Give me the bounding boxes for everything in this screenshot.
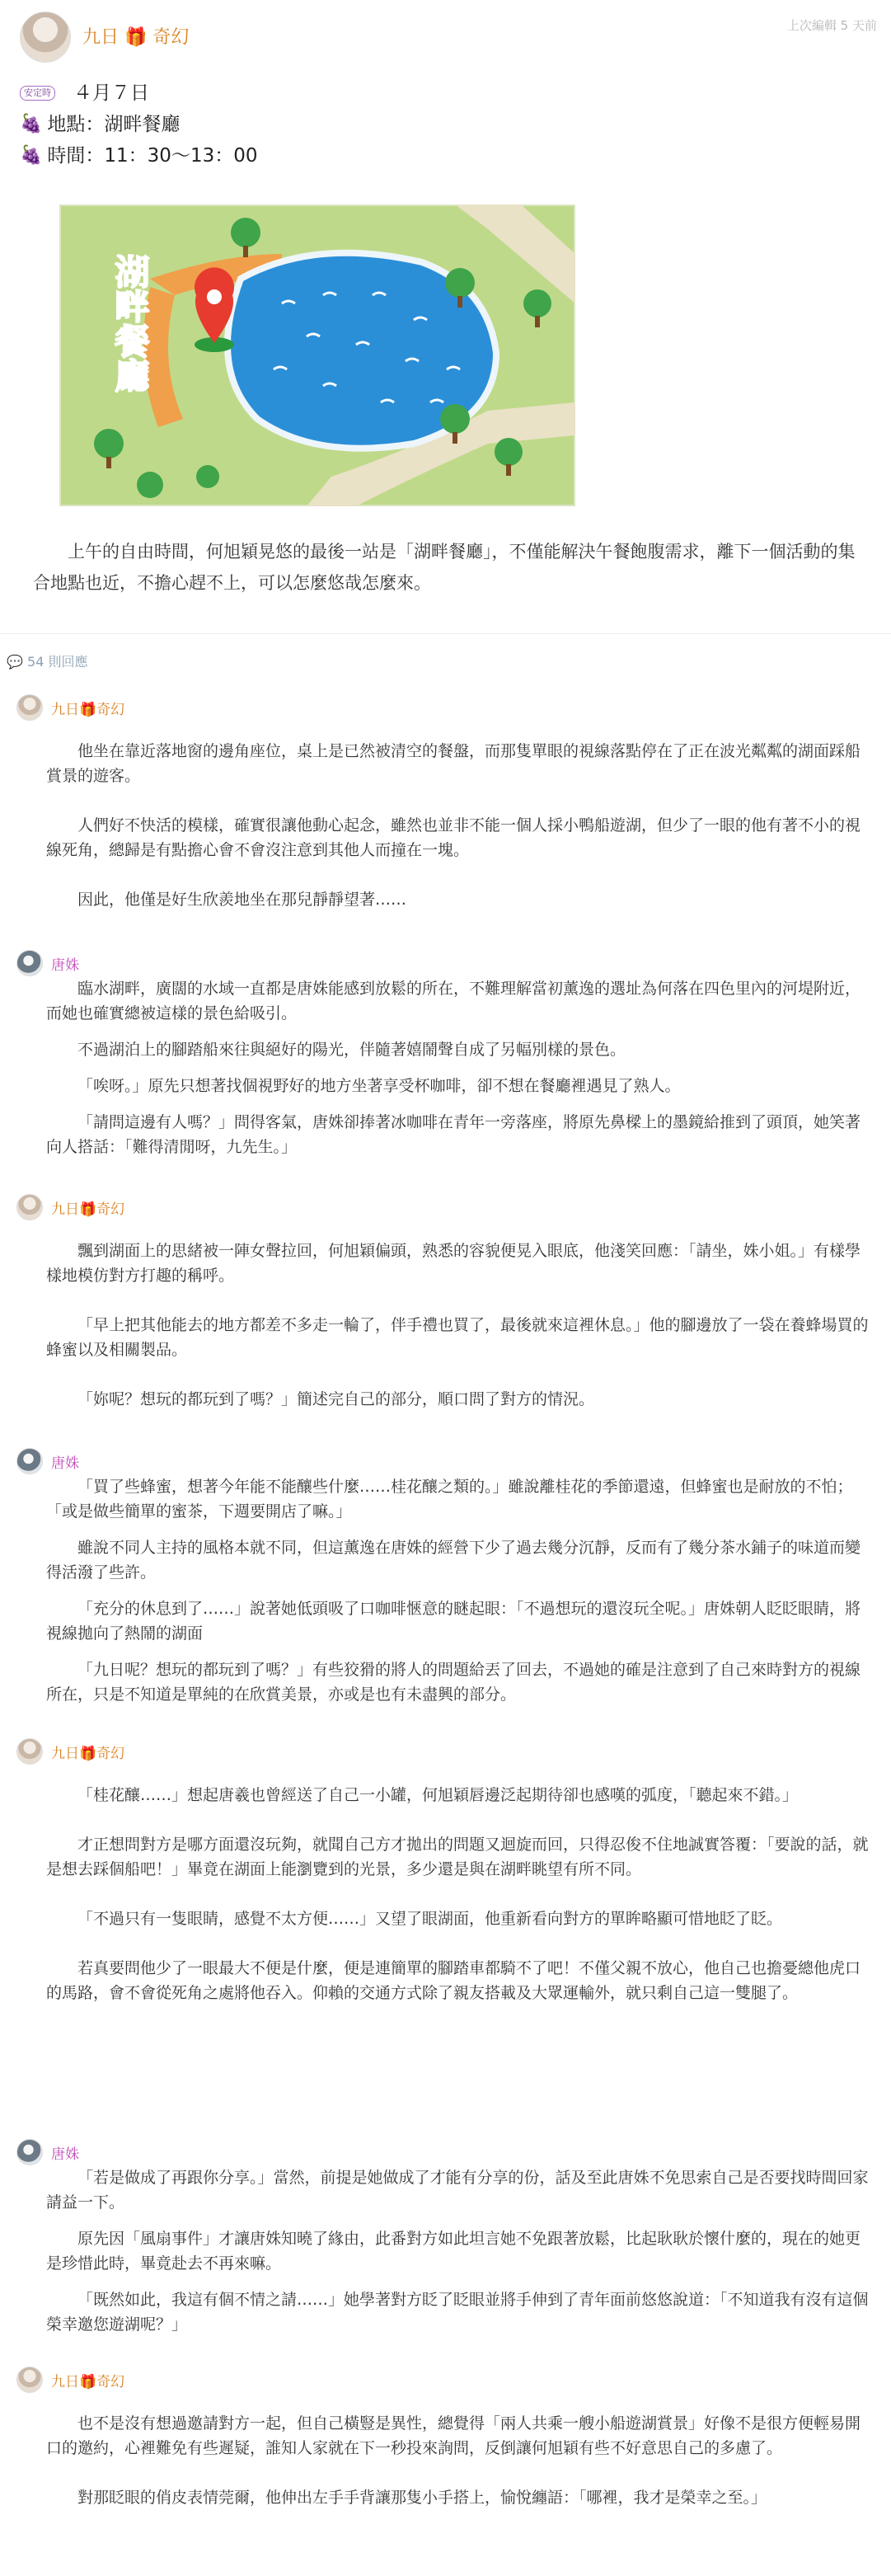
reply (16, 1738, 874, 2030)
map-title: 湖畔餐廳 (110, 254, 151, 393)
reply-paragraph: 「充分的休息到了……」說著她低頭吸了口咖啡愜意的瞇起眼：「不過想玩的還沒玩全呢。」唐姝朝人眨眨眼睛，將視線拋向了熱鬧的湖面 (46, 1600, 861, 1643)
reply-count-label: 54 則回應 (27, 654, 88, 670)
post-body: 上午的自由時間，何旭穎晃悠的最後一站是「湖畔餐廳」，不僅能解決午餐飽腹需求，離下一個活動的集合地點也近，不擔心趕不上，可以怎麼悠哉怎麼來。 (33, 542, 856, 593)
comment-icon: 💬 (7, 654, 23, 670)
reply-author[interactable]: 九日🎁奇幻 (51, 1745, 125, 1762)
reply-paragraph: 「桂花釀……」想起唐羲也曾經送了自己一小罐，何旭穎唇邊泛起期待卻也感嘆的弧度，「聽起來不錯。」 (77, 1786, 799, 1804)
reply-author[interactable]: 唐姝 (51, 957, 79, 974)
reply-paragraph: 他坐在靠近落地窗的邊角座位，桌上是已然被清空的餐盤，而那隻單眼的視線落點停在了正在波光粼粼的湖面踩船賞景的遊客。 (46, 742, 861, 785)
reply-paragraph: 人們好不快活的模樣，確實很讓他動心起念，雖然也並非不能一個人採小鴨船遊湖，但少了一眼的他有著不小的視線死角，總歸是有點擔心會不會沒注意到其他人而撞在一塊。 (46, 816, 861, 859)
avatar[interactable] (16, 1194, 43, 1220)
author-name[interactable]: 九日 (82, 27, 120, 48)
reply-paragraph: 飄到湖面上的思緒被一陣女聲拉回，何旭穎偏頭，熟悉的容貌便晃入眼底，他淺笑回應：「請坐，姝小姐。」有樣學樣地模仿對方打趣的稱呼。 (46, 1242, 861, 1285)
gift-icon: 🎁 (79, 701, 97, 718)
reply-paragraph: 「買了些蜂蜜，想著今年能不能釀些什麼……桂花釀之類的。」雖說離桂花的季節還遠，但蜂蜜也是耐放的不怕；「或是做些簡單的蜜茶，下週要開店了嘛。」 (46, 1478, 853, 1521)
reply-author[interactable]: 九日🎁奇幻 (51, 701, 125, 718)
reply-paragraph: 「九日呢？想玩的都玩到了嗎？」有些狡猾的將人的問題給丟了回去，不過她的確是注意到了自己來時對方的視線所在，只是不知道是單純的在欣賞美景，亦或是也有未盡興的部分。 (46, 1661, 861, 1704)
reply-paragraph: 「既然如此，我這有個不情之請……」她學著對方眨了眨眼並將手伸到了青年面前悠悠說道：「不知道我有沒有這個榮幸邀您遊湖呢？」 (46, 2291, 869, 2334)
reply (16, 694, 874, 937)
lake-map-image (59, 204, 575, 506)
reply-author[interactable]: 唐姝 (51, 1455, 79, 1472)
reply-author[interactable]: 九日🎁奇幻 (51, 1201, 125, 1218)
reply-paragraph: 也不是沒有想過邀請對方一起，但自己橫豎是異性，總覺得「兩人共乘一艘小船遊湖賞景」好像不是很方便輕易開口的邀約，心裡難免有些遲疑，誰知人家就在下一秒投來詢問，反倒讓何旭穎有些不好意思自己的多慮了。 (46, 2414, 861, 2457)
reply-author[interactable]: 九日🎁奇幻 (51, 2373, 125, 2390)
author-suffix: 奇幻 (152, 27, 190, 48)
avatar[interactable] (16, 694, 43, 721)
grape-icon: 🍇 (20, 145, 43, 166)
reply-paragraph: 因此，他僅是好生欣羨地坐在那兒靜靜望著…… (77, 891, 407, 909)
reply (16, 1194, 874, 1436)
gift-icon: 🎁 (124, 27, 148, 48)
reply (16, 1448, 874, 1718)
reply (16, 2367, 874, 2535)
reply-count[interactable] (7, 651, 87, 670)
post-location: 地點：湖畔餐廳 (47, 114, 181, 135)
gift-icon: 🎁 (79, 1745, 97, 1762)
reply-paragraph: 不過湖泊上的腳踏船來往與絕好的陽光，伴隨著嬉鬧聲自成了另幅別樣的景色。 (77, 1041, 626, 1059)
reply-paragraph: 雖說不同人主持的風格本就不同，但這薰逸在唐姝的經營下少了過去幾分沉靜，反而有了幾分茶水鋪子的味道而變得活潑了些許。 (46, 1539, 861, 1582)
reply-paragraph: 「不過只有一隻眼睛，感覺不太方便……」又望了眼湖面，他重新看向對方的單眸略顯可惜地眨了眨。 (77, 1910, 783, 1928)
reply-paragraph: 臨水湖畔，廣闊的水域一直都是唐姝能感到放鬆的所在，不難理解當初薰逸的選址為何落在四色里內的河堤附近，而她也確實總被這樣的景色給吸引。 (46, 980, 861, 1022)
gift-icon: 🎁 (79, 1201, 97, 1218)
reply-paragraph: 對那眨眼的俏皮表情莞爾，他伸出左手手背讓那隻小手搭上，愉悅纏語：「哪裡，我才是榮幸之至。」 (77, 2489, 767, 2507)
reply-author[interactable]: 唐姝 (51, 2146, 79, 2163)
avatar[interactable] (16, 950, 43, 976)
post-author[interactable] (82, 23, 189, 49)
reply-paragraph: 才正想問對方是哪方面還沒玩夠，就聞自己方才拋出的問題又迴旋而回，只得忍俊不住地誠實答覆：「要說的話，就是想去踩個船吧！」畢竟在湖面上能瀏覽到的光景，多少還是與在湖畔眺望有所不同。 (46, 1836, 869, 1878)
avatar[interactable] (16, 2139, 43, 2165)
divider (0, 633, 891, 634)
post-time: 時間：11：30～13：00 (47, 145, 258, 167)
reply-paragraph: 「妳呢？想玩的都玩到了嗎？」簡述完自己的部分，順口問了對方的情況。 (77, 1390, 595, 1408)
reply-paragraph: 若真要問他少了一眼最大不便是什麼，便是連簡單的腳踏車都騎不了吧！不僅父親不放心，他自己也擔憂總他虎口的馬路，會不會從死角之處將他吞入。仰賴的交通方式除了親友搭載及大眾運輸外，就只剩自己這一雙腿了。 (46, 1959, 861, 2002)
avatar[interactable] (20, 12, 71, 63)
reply-paragraph: 「早上把其他能去的地方都差不多走一輪了，伴手禮也買了，最後就來這裡休息。」他的腳邊放了一袋在養蜂場買的蜂蜜以及相關製品。 (46, 1316, 869, 1359)
reply (16, 2139, 874, 2348)
avatar[interactable] (16, 1448, 43, 1474)
grape-icon: 🍇 (20, 114, 43, 134)
reply (16, 950, 874, 1171)
post-date: ４月７日 (73, 82, 149, 104)
avatar[interactable] (16, 1738, 43, 1765)
post-meta (20, 78, 257, 172)
last-edited: 上次編輯 5 天前 (786, 18, 877, 33)
status-badge: 安定時 (20, 86, 55, 101)
reply-paragraph: 「唉呀。」原先只想著找個視野好的地方坐著享受杯咖啡，卻不想在餐廳裡遇見了熟人。 (77, 1077, 681, 1095)
reply-paragraph: 「若是做成了再跟你分享。」當然，前提是她做成了才能有分享的份，話及至此唐姝不免思索自己是否要找時間回家請益一下。 (46, 2169, 869, 2212)
reply-paragraph: 「請問這邊有人嗎？」問得客氣，唐姝卻捧著冰咖啡在青年一旁落座，將原先鼻樑上的墨鏡給推到了頭頂，她笑著向人搭話：「難得清閒呀，九先生。」 (46, 1113, 861, 1156)
gift-icon: 🎁 (79, 2373, 97, 2390)
avatar[interactable] (16, 2367, 43, 2393)
post-header (20, 12, 877, 69)
reply-paragraph: 原先因「風扇事件」才讓唐姝知曉了緣由，此番對方如此坦言她不免跟著放鬆，比起耿耿於懷什麼的，現在的她更是珍惜此時，畢竟赴去不再來嘛。 (46, 2230, 861, 2273)
